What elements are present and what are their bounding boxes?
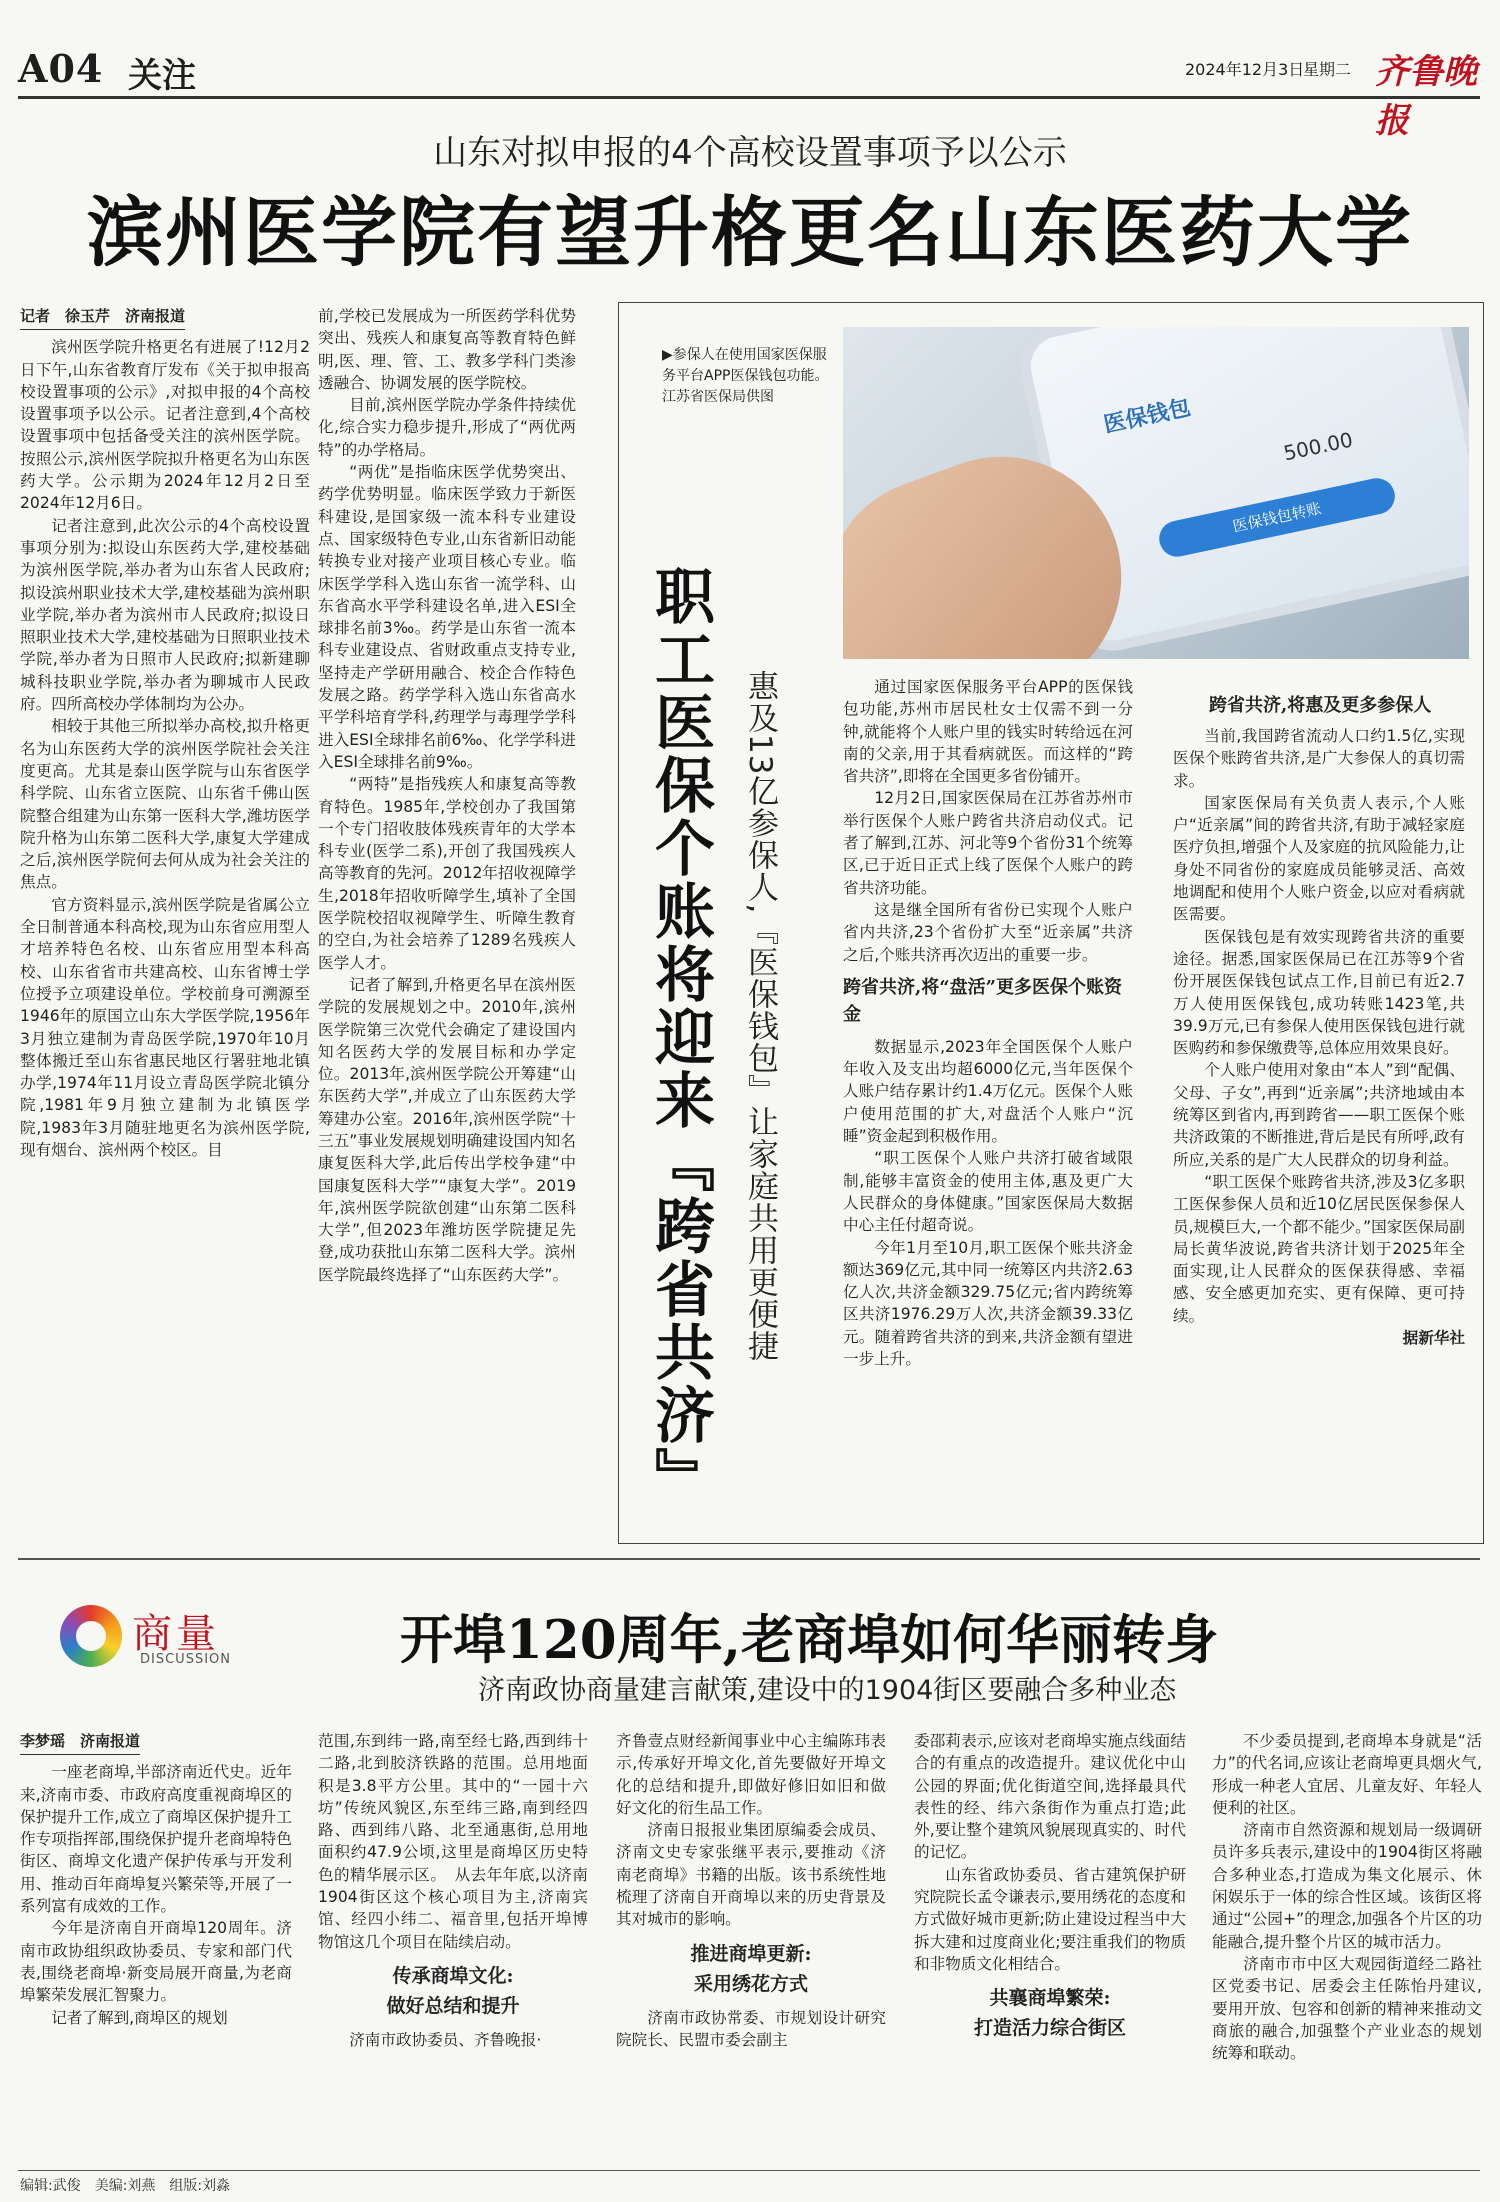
masthead-logo: 齐鲁晚报 (1375, 52, 1477, 141)
paragraph: 前,学校已发展成为一所医药学科优势突出、残疾人和康复高等教育特色鲜明,医、理、管、工、教多学科门类渗透融合、协调发展的医学院校。 (318, 307, 576, 392)
paragraph: 目前,滨州医学院办学条件持续优化,综合实力稳步提升,形成了“两优两特”的办学格局。 (318, 396, 576, 459)
article2-column-2 (1173, 692, 1465, 1349)
article3-title: 开埠120周年,老商埠如何华丽转身 (400, 1609, 1219, 1671)
article3-column-2 (318, 1730, 588, 2051)
article3-subhead-b: 推进商埠更新: 采用绣花方式 (690, 1942, 812, 1995)
paragraph: 12月2日,国家医保局在江苏省苏州市举行医保个人账户跨省共济启动仪式。记者了解到,江苏、河北等9个省份31个统筹区,已于近日正式上线了医保个人账户的跨省共济功能。 (843, 789, 1133, 897)
paragraph: 济南日报报业集团原编委会成员、济南文史专家张继平表示,要推动《济南老商埠》书籍的出版。该书系统性地梳理了济南自开商埠以来的历史背景及其对城市的影响。 (616, 1821, 886, 1929)
footer-credits: 编辑:武俊 美编:刘燕 组版:刘淼 (20, 2178, 231, 2194)
header-rule (18, 96, 1480, 99)
paragraph: 范围,东到纬一路,南至经七路,西到纬十二路,北到胶济铁路的范围。总用地面积是3.8平方公里。其中的“一园十六坊”传统风貌区,东至纬三路,南到经四路、西到纬八路、北至通惠街,总用地面积约47.9公顷,这里是商埠区历史特色的精华展示区。 从去年年底,以济南1904街区这个核心项目为主,济南宾馆、经四小纬二、福音里,包括开埠博物馆这几个项目在陆续启动。 (318, 1732, 588, 1951)
paragraph: “两特”是指残疾人和康复高等教育特色。1985年,学校创办了我国第一个专门招收肢体残疾青年的大学本科专业(医学二系),开创了我国残疾人高等教育的先河。2012年招收视障学生,2018年招收听障学生,填补了全国医学院校招収视障学生、听障生教育的空白,为社会培养了1289名残疾人医学人才。 (318, 775, 576, 972)
paragraph: 通过国家医保服务平台APP的医保钱包功能,苏州市居民杜女士仅需不到一分钟,就能将个人账户里的钱实时转给远在河南的父亲,用于其看病就医。而这样的“跨省共济”,即将在全国更多省份铺开。 (843, 678, 1133, 786)
article3-column-3 (616, 1730, 886, 2051)
paragraph: 今年是济南自开商埠120周年。济南市政协组织政协委员、专家和部门代表,围绕老商埠·新变局展开商量,为老商埠繁荣发展汇智聚力。 (20, 1919, 292, 2005)
article3-column-1 (20, 1730, 292, 2029)
paragraph: 今年1月至10月,职工医保个账共济金额达369亿元,其中同一统筹区内共济2.63亿人次,共济金额329.75亿元;省内跨统筹区共济1976.29万人次,共济金额39.33亿元。随着跨省共济的到来,共济金额有望进一步上升。 (843, 1238, 1133, 1369)
paragraph: 济南市市中区大观园街道经二路社区党委书记、居委会主任陈怡丹建议,要用开放、包容和创新的精神来推动文商旅的融合,加强整个产业业态的规划统筹和联动。 (1212, 1954, 1482, 2063)
paragraph: 记者注意到,此次公示的4个高校设置事项分别为:拟设山东医药大学,建校基础为滨州医学院,举办者为山东省人民政府;拟设滨州职业技术大学,建校基础为滨州职业学院,举办者为滨州市人民政府;拟设日照职业技术大学,建校基础为日照职业技术学院,举办者为日照市人民政府;拟新建聊城科技职业学院,举办者为聊城市人民政府。四所高校办学体制均为公办。 (20, 516, 310, 714)
photo-caption: ▶参保人在使用国家医保服务平台APP医保钱包功能。江苏省医保局供图 (662, 347, 829, 405)
article2-subhead-2: 跨省共济,将惠及更多参保人 (1209, 695, 1432, 716)
page-number: A04 (18, 46, 104, 91)
paragraph: 山东省政协委员、省古建筑保护研究院院长孟令谦表示,要用绣花的态度和方式做好城市更新;防止建设过程当中大拆大建和过度商业化;要注重我们的物质和非物质文化相结合。 (914, 1865, 1186, 1973)
article1-column-2 (310, 305, 576, 1286)
article2-title: 职工医保个账将迎来『跨省共济』 (645, 565, 715, 1510)
phone-header: 医保钱包 (1101, 395, 1193, 439)
phone-amount: 500.00 (1281, 427, 1355, 466)
paragraph: 一座老商埠,半部济南近代史。近年来,济南市委、市政府高度重视商埠区的保护提升工作,成立了商埠区保护提升工作专项指挥部,围绕保护提升老商埠特色街区、商埠文化遗产保护传承与开发利用、推动百年商埠复兴繁荣等,开展了一系列富有成效的工作。 (20, 1763, 292, 1916)
paragraph: 济南市政协委员、齐鲁晚报· (349, 2030, 542, 2049)
paragraph: 记者了解到,升格更名早在滨州医学院的发展规划之中。2010年,滨州医学院第三次党代会确定了建设国内知名医药大学的发展目标和办学定位。2013年,滨州医学院公开筹建“山东医药大学”,并成立了山东医药大学筹建办公室。2016年,滨州医学院“十三五”事业发展规划明确建设国内知名康复医科大学,此后传出学校争建“中国康复医科大学”“康复大学”。2019年,滨州医学院欲创建“山东第二医科大学”,但2023年潍坊医学院捷足先登,成功获批山东第二医科大学。滨州医学院最终选择了“山东医药大学”。 (318, 975, 576, 1284)
paragraph: 齐鲁壹点财经新闻事业中心主编陈玮表示,传承好开埠文化,首先要做好开埠文化的总结和提升,即做好修旧如旧和做好文化的衍生品工作。 (616, 1732, 886, 1817)
paragraph: 当前,我国跨省流动人口约1.5亿,实现医保个账跨省共济,是广大参保人的真切需求。 (1173, 727, 1465, 790)
paragraph: 官方资料显示,滨州医学院是省属公立全日制普通本科高校,现为山东省应用型人才培养特色名校、山东省应用型本科高校、山东省省市共建高校、山东省博士学位授予立项建设单位。学校前身可溯源至1946年的原国立山东大学医学院,1956年3月独立建制为青岛医学院,1970年10月整体搬迁至山东省惠民地区行署驻地北镇办学,1974年11月设立青岛医学院北镇分院,1981年9月独立建制为北镇医学院,1983年3月随驻地更名为滨州医学院,现有烟台、滨州两个校区。目 (20, 895, 310, 1159)
paragraph: 滨州医学院升格更名有进展了!12月2日下午,山东省教育厅发布《关于拟申报高校设置事项的公示》,对拟申报的4个高校设置事项予以公示。记者注意到,4个高校设置事项中包括备受关注的滨州医学院。按照公示,滨州医学院拟升格更名为山东医药大学。公示期为2024年12月2日至2024年12月6日。 (20, 338, 310, 513)
article2-source: 据新华社 (1402, 1329, 1465, 1348)
article1-byline: 记者 徐玉芹 济南报道 (20, 305, 185, 330)
discussion-logo-en: DISCUSSION (140, 1652, 231, 1667)
paragraph: “职工医保个人账户共济打破省域限制,能够丰富资金的使用主体,惠及更广大人民群众的身体健康。”国家医保局大数据中心主任付超奇说。 (843, 1149, 1133, 1235)
paragraph: “两优”是指临床医学优势突出、药学优势明显。临床医学致力于新医科建设,是国家级一流本科专业建设点、国家级特色专业,山东省新旧动能转换专业对接产业项目核心专业。临床医学学科入选山东省一流学科、山东省高水平学科建设名单,进入ESI全球排名前3‰。药学是山东省一流本科专业建设点、省财政重点支持专业,坚持走产学研用融合、校企合作特色发展之路。药学学科入选山东省高水平学科培育学科,药理学与毒理学学科进入ESI全球排名前6‰、化学学科进入ESI全球排名前9‰。 (318, 463, 576, 771)
paragraph: 相较于其他三所拟举办高校,拟升格更名为山东医药大学的滨州医学院社会关注度更高。尤其是泰山医学院与山东省医学科学院、山东省立医院、山东省千佛山医院整合组建为山东第一医科大学,潍坊医学院升格为山东第二医科大学,康复大学建成之后,滨州医学院何去何从成为社会关注的焦点。 (20, 717, 310, 892)
footer-rule (18, 2170, 1480, 2171)
section-separator (18, 1558, 1480, 1560)
paragraph: 济南市政协常委、市规划设计研究院院长、民盟市委会副主 (616, 2008, 886, 2049)
article3-subtitle: 济南政协商量建言献策,建设中的1904街区要融合多种业态 (478, 1675, 1177, 1706)
paragraph: 不少委员提到,老商埠本身就是“活力”的代名词,应该让老商埠更具烟火气,形成一种老人宜居、儿童友好、年轻人便利的社区。 (1212, 1732, 1482, 1817)
paragraph: 国家医保局有关负责人表示,个人账户“近亲属”间的跨省共济,有助于减轻家庭医疗负担,增强个人及家庭的抗风险能力,让身处不同省份的家庭成员能够灵活、高效地调配和使用个人账户资金,以应对看病就医需要。 (1173, 793, 1465, 924)
phone-transfer-button: 医保钱包转账 (1156, 475, 1398, 560)
logo-inner (76, 1621, 106, 1651)
paragraph: 数据显示,2023年全国医保个人账户年收入及支出均超6000亿元,当年医保个人账户结存累计约1.4万亿元。医保个人账户使用范围的扩大,对盘活个人账户“沉睡”资金起到积极作用。 (843, 1037, 1133, 1146)
article3-column-4 (914, 1730, 1186, 2051)
paragraph: 这是继全国所有省份已实现个人账户省内共济,23个省份扩大至“近亲属”共济之后,个账共济再次迈出的重要一步。 (843, 900, 1133, 964)
paragraph: 济南市自然资源和规划局一级调研员许多兵表示,建设中的1904街区将融合多种业态,打造成为集文化展示、休闲娱乐于一体的综合性区域。该街区将通过“公园+”的理念,加强各个片区的功能融合,提升整个片区的城市活力。 (1212, 1821, 1482, 1951)
discussion-logo-text: 商量 (132, 1611, 220, 1657)
article2-photo (843, 327, 1469, 659)
paragraph: 委邵莉表示,应该对老商埠实施点线面结合的有重点的改造提升。建议优化中山公园的界面;优化街道空间,选择最具代表性的经、纬六条街作为重点打造;此外,要让整个建筑风貌展现真实的、时代的记忆。 (914, 1732, 1186, 1862)
article3-subhead-a: 传承商埠文化: 做好总结和提升 (386, 1964, 520, 2017)
article1-kicker: 山东对拟申报的4个高校设置事项予以公示 (433, 133, 1067, 173)
article1-title: 滨州医学院有望升格更名山东医药大学 (87, 188, 1413, 277)
article2-column-1 (843, 676, 1133, 1370)
issue-weekday: 星期二 (1303, 60, 1352, 79)
issue-date: 2024年12月3日 (1185, 60, 1305, 79)
section-name: 关注 (128, 56, 196, 96)
paragraph: 医保钱包是有效实现跨省共济的重要途径。据悉,国家医保局已在江苏等9个省份开展医保钱包试点工作,目前已有近2.7万人使用医保钱包,成功转账1423笔,共39.9万元,已有参保人使用医保钱包进行就医购药和参保缴费等,总体应用效果良好。 (1173, 927, 1465, 1058)
article1-column-1 (20, 305, 310, 1161)
paragraph: 记者了解到,商埠区的规划 (51, 2008, 228, 2027)
article3-byline: 李梦瑶 济南报道 (20, 1730, 140, 1755)
paragraph: “职工医保个账跨省共济,涉及3亿多职工医保参保人员和近10亿居民医保参保人员,规模巨大,一个都不能少。”国家医保局副局长黄华波说,跨省共济计划于2025年全面实现,让人民群众的医保获得感、幸福感、安全感更加充实、更有保障、更可持续。 (1173, 1172, 1465, 1325)
article2-deck: 惠及13亿参保人,『医保钱包』让家庭共用更便捷 (742, 670, 778, 1363)
article3-column-5 (1212, 1730, 1482, 2064)
paragraph: 个人账户使用对象由“本人”到“配偶、父母、子女”,再到“近亲属”;共济地域由本统筹区到省内,再到跨省——职工医保个账共济政策的不断推进,背后是民有所呼,政有所应,关系的是广大人民群众的切身利益。 (1173, 1061, 1465, 1169)
article3-subhead-c: 共襄商埠繁荣: 打造活力综合街区 (973, 1987, 1126, 2040)
discussion-logo-icon (60, 1605, 122, 1667)
article2-subhead-1: 跨省共济,将“盘活”更多医保个账资金 (843, 976, 1122, 1025)
